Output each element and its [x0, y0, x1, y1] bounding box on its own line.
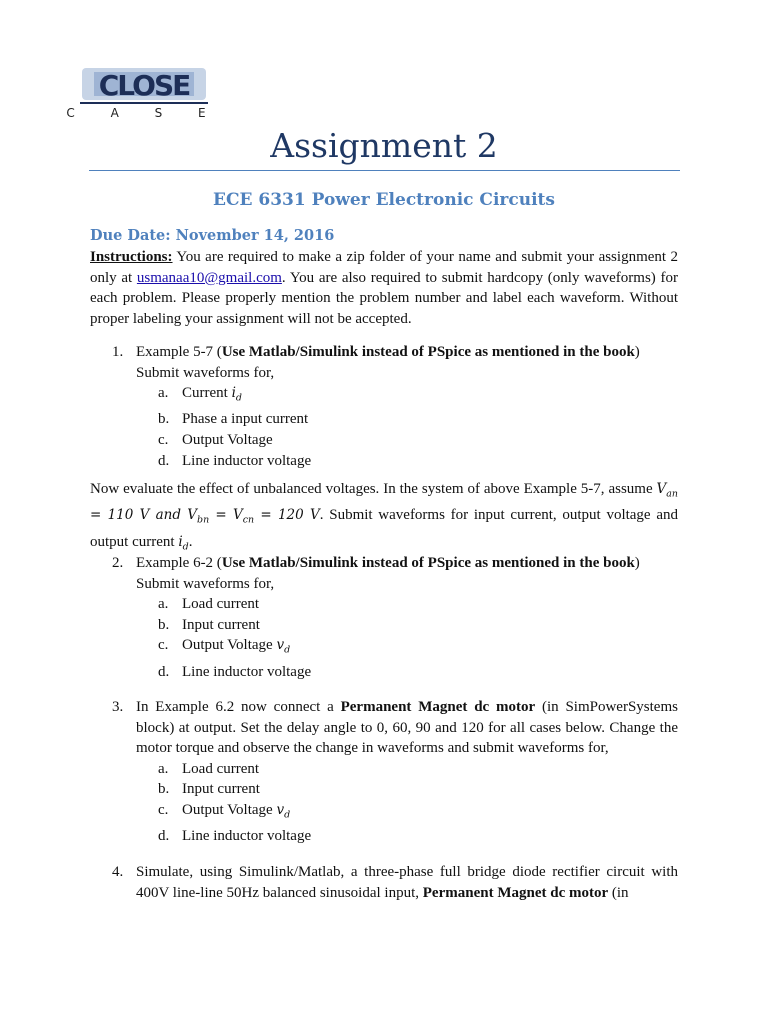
list-letter: c. [158, 801, 169, 818]
list-item [158, 826, 678, 847]
math-text: = 120 V [254, 507, 320, 524]
math-text: = 110 V and [90, 507, 188, 524]
logo-subtext: C A S E [66, 106, 222, 120]
page-title: Assignment 2 [270, 126, 498, 165]
math-subscript: bn [197, 514, 210, 526]
problem-1 [112, 342, 678, 471]
list-letter: c. [158, 432, 169, 449]
problem-text: In Example 6.2 now connect a [136, 699, 341, 715]
problem-text: Submit waveforms for, [136, 575, 275, 592]
case-logo [66, 62, 222, 120]
paragraph-text: Now evaluate the effect of unbalanced voltages. In the system of above Example 5-7, assume [90, 481, 657, 497]
problem-text: ) [634, 344, 640, 360]
paragraph-text: . [188, 533, 193, 550]
list-text: Load current [182, 596, 260, 613]
email-link[interactable]: usmanaa10@gmail.com [136, 269, 282, 286]
list-item [158, 409, 678, 430]
math-subscript: an [666, 488, 678, 500]
problem-number: 2. [112, 555, 124, 571]
list-item [158, 759, 678, 780]
math-i-d [178, 533, 189, 553]
problem-number: 1. [112, 344, 124, 360]
problem-text: (in SimPowerSystems block) at output. Set the delay angle to 0, 60, 90 and 120 for all cases below. Change the motor torque and observe the change in waveforms and submit waveforms for, [136, 699, 678, 757]
math-v-d [276, 637, 291, 657]
math-subscript: d [182, 541, 189, 553]
unbalanced-paragraph [90, 479, 678, 558]
instructions-text-2: . You are also required to submit hardcopy (only waveforms) for each problem. Please properly mention the problem number and label each waveform. Without proper labeling your assignment will not be accepted. [90, 269, 678, 327]
problem-text: Submit waveforms for, [136, 364, 275, 381]
course-subtitle: ECE 6331 Power Electronic Circuits [213, 190, 555, 210]
math-subscript: d [284, 645, 291, 657]
list-letter: a. [158, 596, 169, 613]
list-text: Line inductor voltage [182, 828, 312, 845]
math-symbol: i [178, 533, 183, 550]
instructions-label: Instructions: [90, 249, 173, 265]
problem-text: ) [634, 555, 640, 571]
list-letter: c. [158, 637, 169, 654]
list-letter: a. [158, 385, 169, 402]
problem-4 [112, 862, 678, 903]
list-text: Input current [182, 616, 260, 633]
math-subscript: cn [242, 514, 255, 526]
list-text: Output Voltage [182, 432, 273, 449]
problem-number: 3. [112, 699, 124, 715]
problem-bold-text: Use Matlab/Simulink instead of PSpice as mentioned in the book [221, 344, 635, 360]
list-item [158, 615, 678, 636]
instructions-paragraph [90, 247, 678, 329]
list-letter: b. [158, 411, 170, 428]
problem-bold-text: Use Matlab/Simulink instead of PSpice as mentioned in the book [221, 555, 635, 571]
list-item [158, 383, 678, 409]
list-letter: b. [158, 616, 170, 633]
math-symbol: v [276, 637, 285, 654]
math-symbol: i [231, 385, 236, 402]
math-i-d [231, 385, 242, 404]
problem-text: (in [608, 884, 629, 901]
problem-3 [112, 697, 678, 847]
problem-text: Example 5-7 ( [136, 344, 222, 360]
list-text: Output Voltage [182, 637, 277, 654]
problem-text: Simulate, using Simulink/Matlab, a three-phase full bridge diode rectifier circuit with 400V line-line 50Hz balanced sinusoidal input, [136, 864, 678, 901]
title-divider [89, 170, 680, 171]
list-text: Load current [182, 760, 260, 777]
list-text: Line inductor voltage [182, 452, 312, 469]
list-text: Output Voltage [182, 801, 277, 818]
problem-text: Example 6-2 ( [136, 555, 222, 571]
math-symbol: V [187, 507, 198, 524]
problem-number: 4. [112, 864, 124, 880]
list-item [158, 430, 678, 451]
list-item [158, 635, 678, 661]
list-text: Current [182, 385, 232, 402]
instructions-text-1: You are required to make a zip folder of your name and submit your assignment 2 only at [90, 249, 678, 286]
list-item [158, 594, 678, 615]
list-text: Input current [182, 781, 260, 798]
list-letter: d. [158, 663, 170, 680]
list-letter: a. [158, 760, 169, 777]
list-text: Line inductor voltage [182, 663, 312, 680]
math-subscript: d [235, 392, 242, 404]
paragraph-text: . Submit waveforms for input current, output voltage and output current [90, 507, 678, 550]
list-letter: d. [158, 828, 170, 845]
math-v-d [276, 801, 291, 821]
list-item [158, 779, 678, 800]
list-letter: b. [158, 781, 170, 798]
list-text: Phase a input current [182, 411, 309, 428]
problem-bold-text: Permanent Magnet dc motor [340, 699, 536, 715]
math-symbol: V [233, 507, 243, 524]
math-symbol: v [276, 801, 285, 818]
problem-bold-text: Permanent Magnet dc motor [422, 884, 609, 901]
logo-mark: CLOSE [98, 69, 190, 102]
math-text: = [209, 507, 233, 524]
due-date: Due Date: November 14, 2016 [90, 227, 335, 244]
math-symbol: V [656, 481, 667, 497]
list-letter: d. [158, 452, 170, 469]
problem-2 [112, 553, 678, 682]
list-item [158, 800, 678, 826]
list-item [158, 451, 678, 472]
list-item [158, 662, 678, 683]
math-subscript: d [284, 809, 291, 821]
